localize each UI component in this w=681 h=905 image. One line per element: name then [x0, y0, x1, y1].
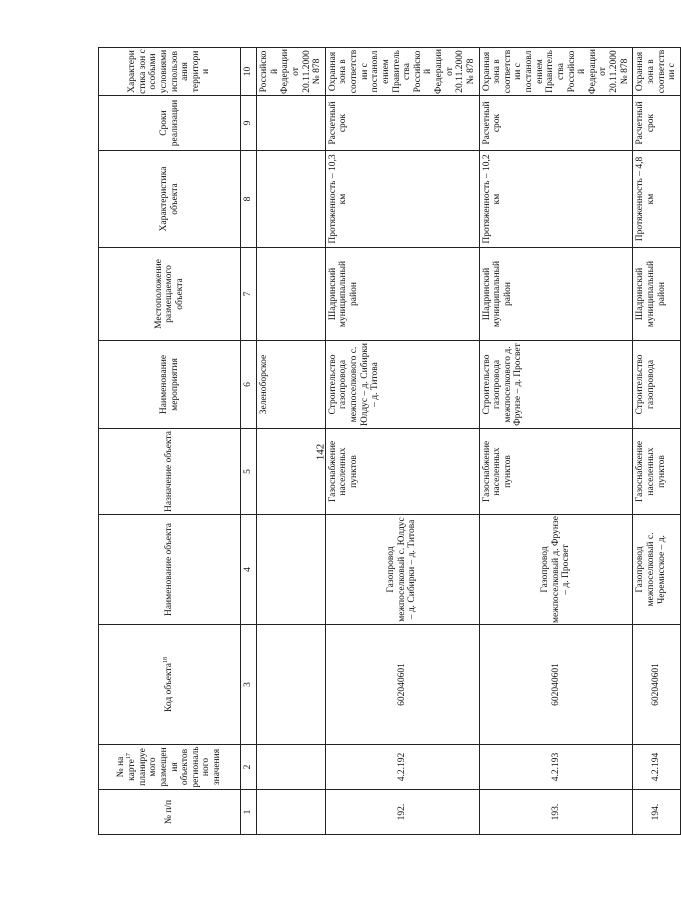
- cell-location: Шадринский муниципальный район: [325, 248, 479, 341]
- column-number: 5: [241, 429, 257, 515]
- cell-purpose: Газоснабжение населенных пунктов: [633, 429, 681, 515]
- cell-term: Расчетный срок: [479, 96, 633, 151]
- cell-map-no: 4.2.194: [633, 745, 681, 790]
- header-no: № п/п: [99, 790, 241, 835]
- header-row: [99, 48, 241, 835]
- cell-no: 192.: [325, 790, 479, 835]
- cell-characteristic: Протяженность – 4,8 км: [633, 151, 681, 248]
- header-code: Код объекта$^{18}$: [99, 625, 241, 745]
- objects-table: [98, 47, 681, 835]
- cell-map-no: 4.2.192: [325, 745, 479, 790]
- cell-characteristic: Протяженность – 10,3 км: [325, 151, 479, 248]
- column-number: 7: [241, 248, 257, 341]
- cell-no: [257, 790, 326, 835]
- cell-name: Газопровод межпоселковый д. Фрунзе – д. Просвет: [479, 515, 633, 625]
- header-term: Сроки реализации: [99, 96, 241, 151]
- cell-code: 602040601: [325, 625, 479, 745]
- header-characteristic: Характеристика объекта: [99, 151, 241, 248]
- column-number: 10: [241, 48, 257, 96]
- page-number: 142: [314, 443, 327, 461]
- header-location: Местоположение размещаемого объекта: [99, 248, 241, 341]
- rotated-table-container: [98, 48, 678, 835]
- header-name: Наименование объекта: [99, 515, 241, 625]
- column-number: 2: [241, 745, 257, 790]
- cell-term: Расчетный срок: [633, 96, 681, 151]
- cell-no: 194.: [633, 790, 681, 835]
- cell-characteristic: Протяженность – 10,2 км: [479, 151, 633, 248]
- table-row: [257, 48, 326, 835]
- cell-location: [257, 248, 326, 341]
- header-measure: Наименование мероприятия: [99, 341, 241, 429]
- cell-zones: Охранная зона в соответствии с постановлением Правительства Российской Федерации от 20.11.2000 № 878: [479, 48, 633, 96]
- table-row: [633, 48, 681, 835]
- column-number: 6: [241, 341, 257, 429]
- cell-code: [257, 625, 326, 745]
- cell-measure: Строительство газопровода: [633, 341, 681, 429]
- header-zones: Характеристика зон с особыми условиями использования территории: [99, 48, 241, 96]
- cell-code: 602040601: [633, 625, 681, 745]
- cell-purpose: Газоснабжение населенных пунктов: [325, 429, 479, 515]
- cell-name: [257, 515, 326, 625]
- cell-characteristic: [257, 151, 326, 248]
- cell-name: Газопровод межпоселковый с. Юлдус – д. Сибирки – д. Титова: [325, 515, 479, 625]
- column-number: 4: [241, 515, 257, 625]
- cell-measure: Строительство газопровода межпоселкового д. Фрунзе – д. Просвет: [479, 341, 633, 429]
- header-purpose: Назначение объекта: [99, 429, 241, 515]
- header-map-no: № на карте$^{17}$ планируемого размещения объектов регионального значения: [99, 745, 241, 790]
- column-number: 8: [241, 151, 257, 248]
- cell-purpose: [257, 429, 326, 515]
- cell-map-no: 4.2.193: [479, 745, 633, 790]
- cell-code: 602040601: [479, 625, 633, 745]
- cell-measure: Зеленоборское: [257, 341, 326, 429]
- column-number: 3: [241, 625, 257, 745]
- cell-term: [257, 96, 326, 151]
- cell-zones: Российской Федерации от 20.11.2000 № 878: [257, 48, 326, 96]
- cell-no: 193.: [479, 790, 633, 835]
- cell-measure: Строительство газопровода межпоселкового с. Юлдус – д. Сибирки – д. Титова: [325, 341, 479, 429]
- cell-location: Шадринский муниципальный район: [633, 248, 681, 341]
- table-row: [479, 48, 633, 835]
- column-number: 1: [241, 790, 257, 835]
- cell-zones: Охранная зона в соответствии с: [633, 48, 681, 96]
- cell-location: Шадринский муниципальный район: [479, 248, 633, 341]
- cell-purpose: Газоснабжение населенных пунктов: [479, 429, 633, 515]
- cell-name: Газопровод межпоселковый с. Черемисское – д.: [633, 515, 681, 625]
- cell-term: Расчетный срок: [325, 96, 479, 151]
- cell-map-no: [257, 745, 326, 790]
- column-numbers-row: [241, 48, 257, 835]
- cell-zones: Охранная зона в соответствии с постановлением Правительства Российской Федерации от 20.11.2000 № 878: [325, 48, 479, 96]
- table-row: [325, 48, 479, 835]
- column-number: 9: [241, 96, 257, 151]
